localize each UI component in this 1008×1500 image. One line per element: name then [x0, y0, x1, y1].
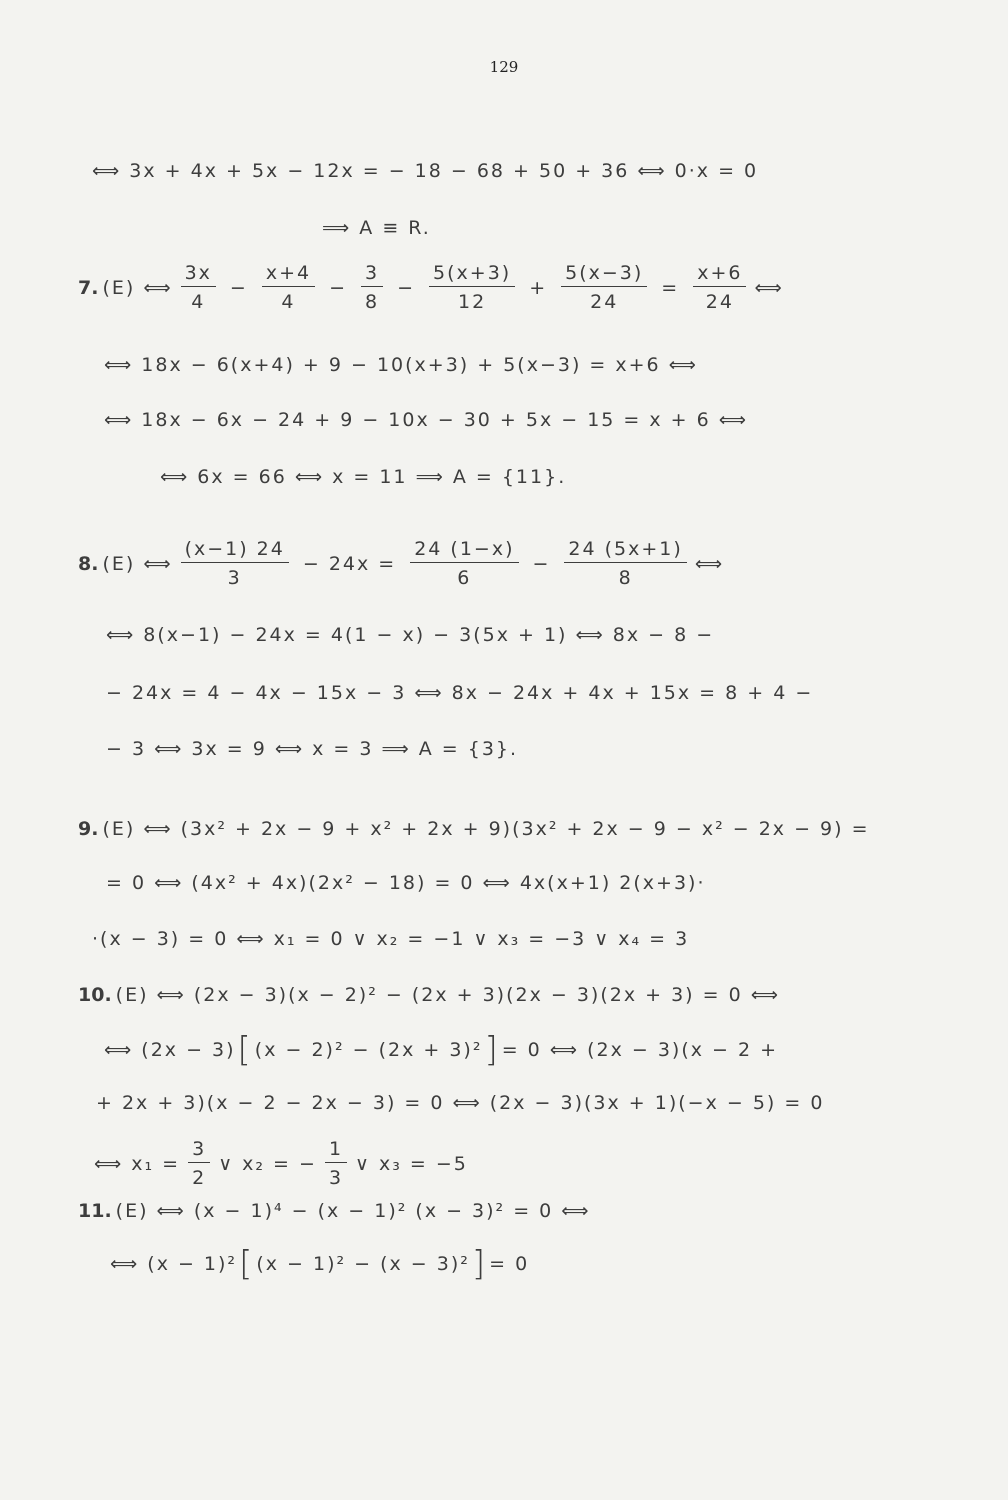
fraction-5-x-plus-3-over-12: $\frac{5(x+3)}{12}$: [429, 264, 515, 312]
problem-8-step-2: − 24x = 4 − 4x − 15x − 3 ⟺ 8x − 24x + 4x + 15x = 8 + 4 −: [106, 682, 814, 704]
problem-9-equation: (E) ⟺ (3x² + 2x − 9 + x² + 2x + 9)(3x² + 2x − 9 − x² − 2x − 9) =: [102, 818, 870, 840]
fraction-x-plus-6-over-24: $\frac{x+6}{24}$: [693, 264, 746, 312]
problem-9-step-1: = 0 ⟺ (4x² + 4x)(2x² − 18) = 0 ⟺ 4x(x+1) 2(x+3)·: [106, 872, 706, 894]
result-part: ∨ x₂ = −: [218, 1153, 317, 1175]
problem-8-suffix: ⟺: [694, 553, 725, 575]
problem-11-equation: (E) ⟺ (x − 1)⁴ − (x − 1)² (x − 3)² = 0 ⟺: [115, 1200, 591, 1222]
problem-10-equation: (E) ⟺ (2x − 3)(x − 2)² − (2x + 3)(2x − 3)(2x + 3) = 0 ⟺: [115, 984, 780, 1006]
operator: −: [329, 277, 348, 299]
line-result-A-equals-R: ⟹ A ≡ R.: [322, 217, 431, 239]
operator: −: [397, 277, 416, 299]
fraction-1-over-3: $\frac{1}{3}$: [325, 1140, 347, 1188]
close-square-bracket: ]: [471, 1244, 488, 1284]
problem-8-prefix: (E) ⟺: [102, 553, 173, 575]
equation-tail: = 0: [489, 1253, 530, 1275]
problem-9-label: 9.: [78, 818, 99, 840]
close-square-bracket: ]: [484, 1030, 500, 1070]
fraction-3-over-8: $\frac{3}{8}$: [361, 264, 383, 312]
problem-8-label: 8.: [78, 553, 99, 575]
factor-text: ⟺ (x − 1)²: [110, 1253, 238, 1275]
fraction-3-over-2: $\frac{3}{2}$: [188, 1140, 210, 1188]
problem-11-step-1: [110, 1244, 529, 1284]
problem-9-line: [78, 818, 870, 840]
factor-text: ⟺ (2x − 3): [104, 1039, 236, 1061]
problem-7-step-2: ⟺ 18x − 6x − 24 + 9 − 10x − 30 + 5x − 15 = x + 6 ⟺: [104, 409, 749, 431]
operator: −: [229, 277, 248, 299]
problem-11-line: [78, 1200, 591, 1222]
operator: =: [661, 277, 680, 299]
open-square-bracket: [: [237, 1030, 253, 1070]
equation-tail: = 0 ⟺ (2x − 3)(x − 2 +: [501, 1039, 779, 1061]
problem-10-line: [78, 984, 780, 1006]
problem-8-step-1: ⟺ 8(x−1) − 24x = 4(1 − x) − 3(5x + 1) ⟺ 8x − 8 −: [106, 624, 715, 646]
operator: +: [529, 277, 548, 299]
problem-10-result: [94, 1140, 468, 1188]
result-part: ⟺ x₁ =: [94, 1153, 181, 1175]
fraction-3x-over-4: $\frac{3x}{4}$: [181, 264, 216, 312]
open-square-bracket: [: [239, 1244, 255, 1284]
result-part: ∨ x₃ = −5: [355, 1153, 468, 1175]
fraction-24-1-minus-x-over-6: $\frac{24 (1-x)}{6}$: [410, 540, 518, 588]
problem-7-label: 7.: [78, 277, 99, 299]
fraction-24-5x-plus-1-over-8: $\frac{24 (5x+1)}{8}$: [564, 540, 686, 588]
bracket-content: (x − 1)² − (x − 3)²: [256, 1253, 470, 1275]
line-equivalence-1: ⟺ 3x + 4x + 5x − 12x = − 18 − 68 + 50 + 36 ⟺ 0·x = 0: [92, 160, 759, 182]
problem-10-label: 10.: [78, 984, 112, 1006]
problem-10-step-1: [104, 1030, 778, 1070]
operator: −: [532, 553, 551, 575]
problem-8-result: − 3 ⟺ 3x = 9 ⟺ x = 3 ⟹ A = {3}.: [106, 738, 519, 760]
problem-9-result: ·(x − 3) = 0 ⟺ x₁ = 0 ∨ x₂ = −1 ∨ x₃ = −3 ∨ x₄ = 3: [92, 928, 690, 950]
problem-7-suffix: ⟺: [754, 277, 784, 299]
problem-7-line: [78, 264, 784, 312]
page-number: 129: [489, 58, 519, 76]
bracket-content: (x − 2)² − (2x + 3)²: [254, 1039, 483, 1061]
problem-11-label: 11.: [78, 1200, 112, 1222]
problem-10-step-2: + 2x + 3)(x − 2 − 2x − 3) = 0 ⟺ (2x − 3)(3x + 1)(−x − 5) = 0: [96, 1092, 825, 1114]
operator: − 24x =: [302, 553, 397, 575]
problem-8-line: [78, 540, 724, 588]
fraction-x-plus-4-over-4: $\frac{x+4}{4}$: [262, 264, 315, 312]
problem-7-prefix: (E) ⟺: [102, 277, 173, 299]
fraction-5-x-minus-3-over-24: $\frac{5(x-3)}{24}$: [561, 264, 647, 312]
fraction-x-minus-1-24-over-3: $\frac{(x-1) 24}{3}$: [181, 540, 289, 588]
problem-7-result: ⟺ 6x = 66 ⟺ x = 11 ⟹ A = {11}.: [160, 466, 567, 488]
problem-7-step-1: ⟺ 18x − 6(x+4) + 9 − 10(x+3) + 5(x−3) = x+6 ⟺: [104, 354, 698, 376]
